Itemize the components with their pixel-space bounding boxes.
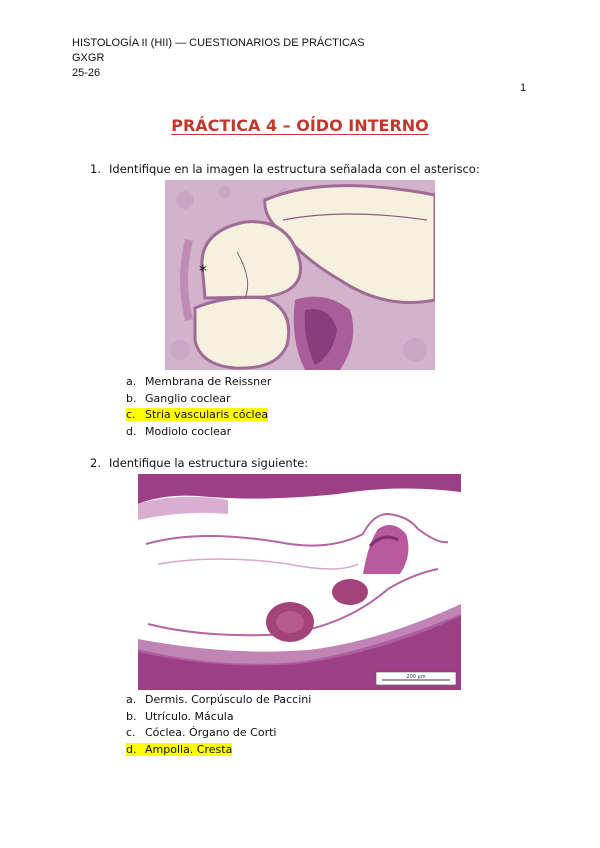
option-2a[interactable]: a. Dermis. Corpúsculo de Paccini [126, 693, 312, 706]
asterisk-marker: * [199, 261, 207, 280]
option-1a[interactable]: a. Membrana de Reissner [126, 375, 272, 388]
option-1c[interactable]: c. Stria vascularis cóclea [126, 408, 269, 421]
page-title: PRÁCTICA 4 – OÍDO INTERNO [171, 116, 429, 135]
header-course: HISTOLOGÍA II (HII) — CUESTIONARIOS DE PRÁCTICAS [72, 37, 365, 49]
question-1-text: Identifique en la imagen la estructura señalada con el asterisco: [109, 162, 480, 176]
question-1-number: 1. [90, 162, 101, 176]
header-group: GXGR [72, 52, 105, 64]
question-2-options [126, 692, 311, 758]
question-1 [90, 162, 480, 176]
page-number: 1 [520, 82, 527, 94]
question-2-number: 2. [90, 456, 101, 470]
question-2-text: Identifique la estructura siguiente: [109, 456, 309, 470]
micrograph-cochlea [165, 180, 435, 370]
option-2c[interactable]: c. Cóclea. Órgano de Corti [126, 726, 277, 739]
option-2b[interactable]: b. Utrículo. Mácula [126, 709, 234, 723]
option-1b[interactable]: b. Ganglio coclear [126, 391, 231, 405]
scale-bar-label: 200 µm [406, 674, 426, 680]
option-2d[interactable]: d. Ampolla. Cresta [126, 742, 233, 756]
micrograph-ampulla [138, 474, 461, 690]
question-2 [90, 456, 308, 470]
header-year: 25-26 [72, 67, 101, 79]
option-1d[interactable]: d. Modiolo coclear [126, 424, 232, 438]
question-1-options [126, 374, 271, 440]
